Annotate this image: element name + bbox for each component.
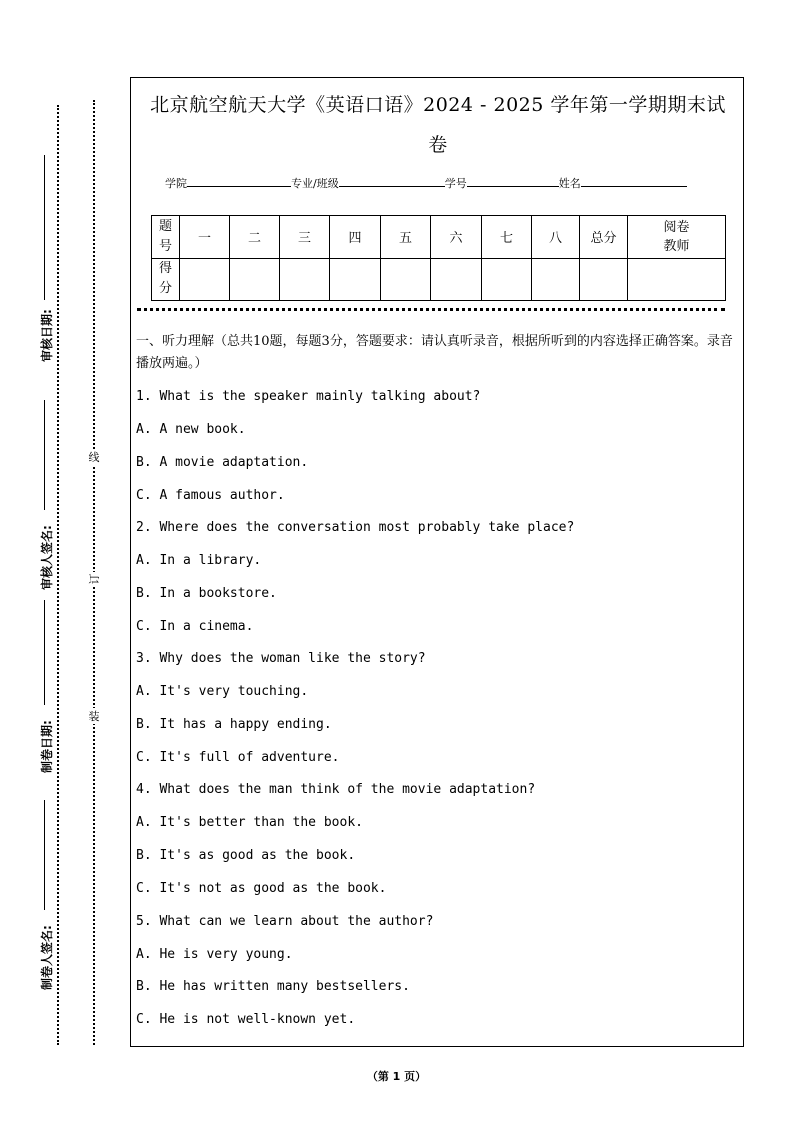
major-label: 专业/班级 [291,177,339,190]
binding-mark-staple: 订 [88,573,101,585]
reviewer-signature-line [44,400,45,510]
col-header: 三 [280,216,330,259]
name-field[interactable] [581,174,687,187]
question-stem: 2. Where does the conversation most probably take place? [136,520,575,535]
col-header-grader: 阅卷教师 [628,216,726,259]
question-option: B. A movie adaptation. [136,455,309,470]
exam-title-line2: 卷 [428,134,448,156]
score-label: 得分 [152,258,180,301]
question-option: A. It's very touching. [136,684,309,699]
reviewer-signature-label: 审核人签名: [40,525,54,590]
student-info-row [165,174,687,191]
paper-date-label: 制卷日期: [40,720,54,773]
question-stem: 3. Why does the woman like the story? [136,651,426,666]
binding-mark-bind: 装 [88,710,100,723]
score-cell[interactable] [532,258,580,301]
exam-frame [130,77,744,1047]
col-header: 一 [180,216,230,259]
paper-maker-signature-line [44,800,45,910]
major-field[interactable] [339,174,445,187]
question-option: B. In a bookstore. [136,586,277,601]
question-option: C. It's full of adventure. [136,750,340,765]
student-id-label: 学号 [444,177,467,190]
col-header: 八 [532,216,580,259]
name-label: 姓名 [558,177,581,190]
score-table-header-row [152,216,726,259]
review-date-label: 审核日期: [40,309,54,362]
question-option: A. A new book. [136,422,246,437]
student-id-field[interactable] [467,174,559,187]
question-stem: 1. What is the speaker mainly talking about? [136,389,481,404]
score-cell[interactable] [431,258,482,301]
score-cell[interactable] [330,258,381,301]
col-header: 四 [330,216,381,259]
college-label: 学院 [165,177,187,190]
question-option: B. It's as good as the book. [136,848,356,863]
question-option: C. It's not as good as the book. [136,881,387,896]
exam-title-line1: 北京航空航天大学《英语口语》2024 - 2025 学年第一学期期末试 [150,94,726,116]
score-cell[interactable] [230,258,280,301]
page-number: （第 1 页） [366,1070,427,1083]
score-cell[interactable] [482,258,532,301]
question-option: C. In a cinema. [136,619,254,634]
college-field[interactable] [187,174,291,187]
question-stem: 4. What does the man think of the movie adaptation? [136,782,536,797]
section-heading: 一、听力理解（总共10题，每题3分，答题要求：请认真听录音，根据所听到的内容选择正确答案。录音播放两遍。） [136,334,733,371]
question-stem: 5. What can we learn about the author? [136,914,434,929]
paper-date-line [44,600,45,705]
section-divider [137,308,725,311]
col-header-total: 总分 [580,216,628,259]
review-date-line [44,155,45,300]
total-score-cell[interactable] [580,258,628,301]
grader-cell[interactable] [628,258,726,301]
score-table-score-row [152,258,726,301]
col-header: 七 [482,216,532,259]
col-header: 二 [230,216,280,259]
score-cell[interactable] [381,258,431,301]
score-cell[interactable] [280,258,330,301]
score-table [151,215,726,301]
question-number-label: 题号 [152,216,180,259]
col-header: 六 [431,216,482,259]
question-option: B. It has a happy ending. [136,717,332,732]
score-cell[interactable] [180,258,230,301]
binding-mark-line: 线 [88,451,100,464]
question-option: C. A famous author. [136,488,285,503]
paper-maker-signature-label: 制卷人签名: [40,925,54,990]
question-option: C. He is not well-known yet. [136,1012,356,1027]
question-option: A. It's better than the book. [136,815,363,830]
question-option: B. He has written many bestsellers. [136,979,410,994]
question-option: A. He is very young. [136,947,293,962]
col-header: 五 [381,216,431,259]
question-option: A. In a library. [136,553,262,568]
outer-dotted-line [57,105,59,1045]
